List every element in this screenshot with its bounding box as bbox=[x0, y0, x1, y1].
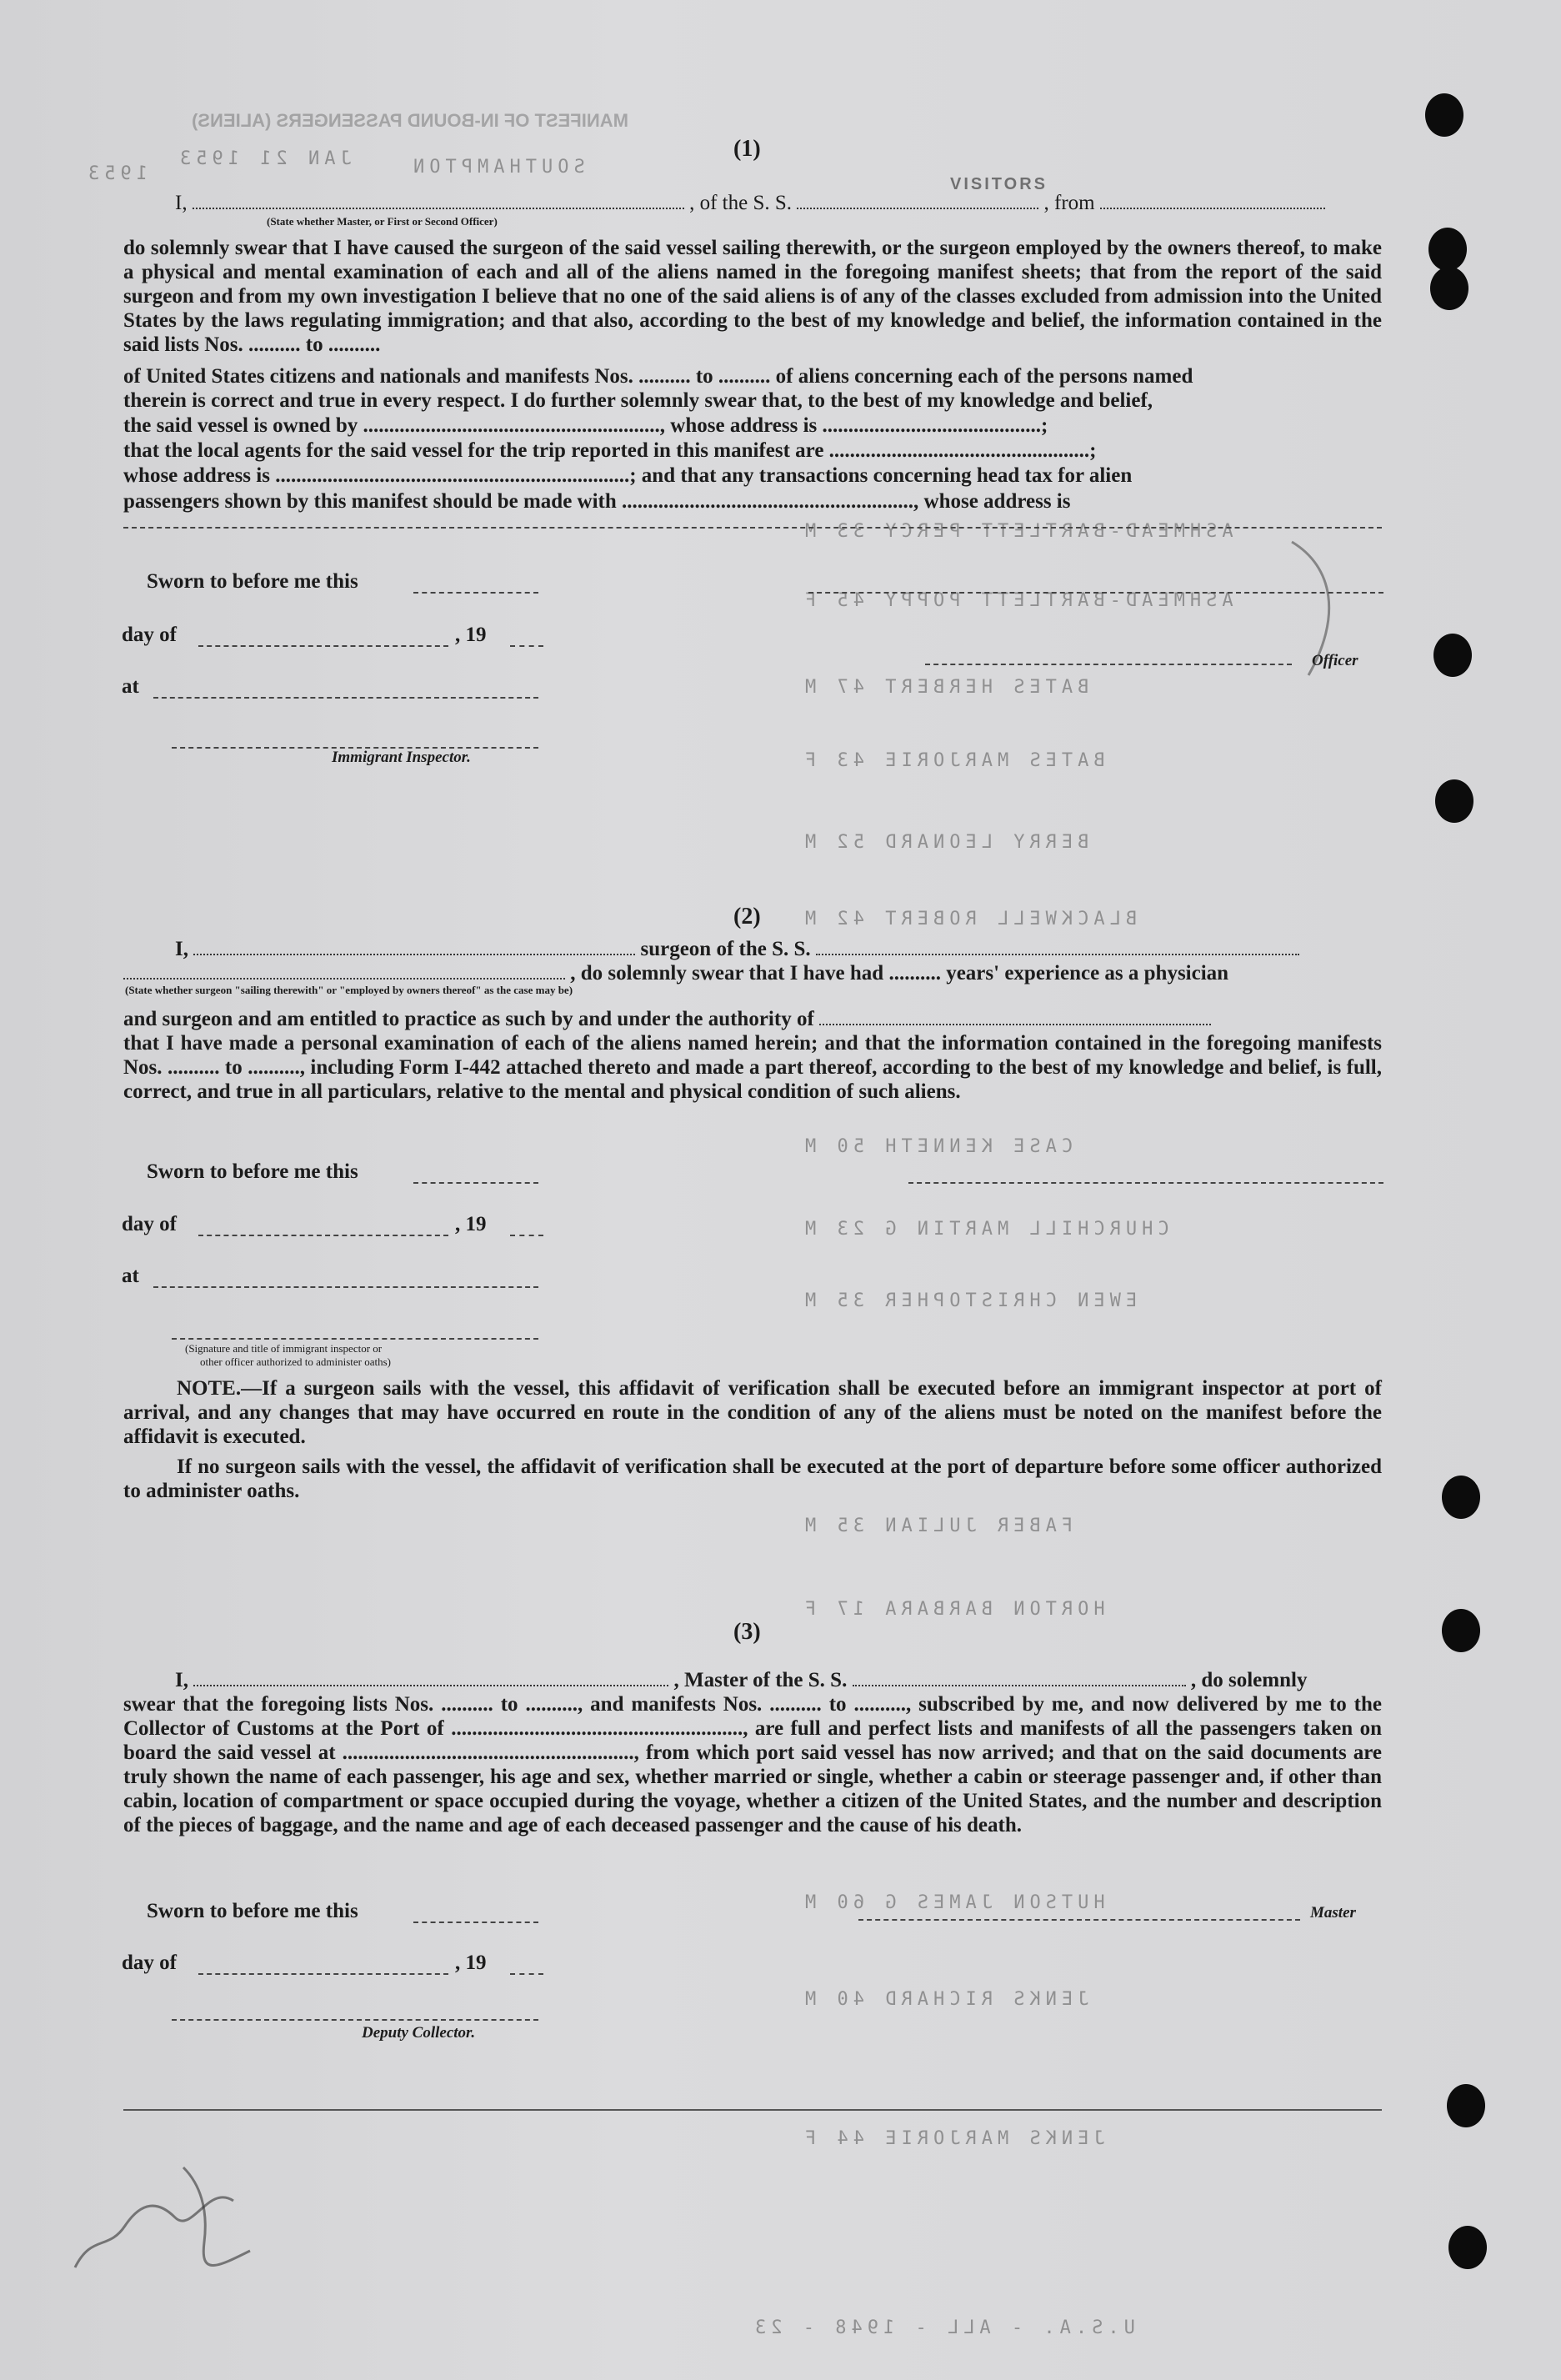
ghost-footer: U.S.A. - ALL - 1948 - 23 bbox=[750, 2317, 1135, 2338]
year-line bbox=[510, 1973, 543, 1975]
text: and surgeon and am entitled to practice as such by and under the authority of bbox=[123, 1008, 814, 1030]
sig-caption-2: other officer authorized to administer oaths) bbox=[200, 1355, 391, 1368]
section-1-passengers-line: passengers shown by this manifest should be made with ........................................................, whose address is bbox=[123, 490, 1071, 513]
handwritten-mark bbox=[58, 2151, 308, 2284]
text: , do solemnly bbox=[1190, 1669, 1308, 1691]
bleed-through-row: BLACKWELL ROBERT 42 M bbox=[800, 909, 1138, 929]
day-label-3: day of bbox=[122, 1952, 177, 1974]
at-label-1: at bbox=[122, 675, 139, 698]
collector-line bbox=[172, 2019, 538, 2021]
ghost-date: JAN 21 1953 bbox=[175, 148, 352, 169]
bleed-through-row: JENKS MARJORIE 44 F bbox=[800, 2128, 1105, 2149]
section-1-line1 bbox=[175, 191, 1325, 216]
note-paragraph bbox=[123, 1376, 1382, 1449]
at-label-2: at bbox=[122, 1265, 139, 1287]
at-line bbox=[153, 697, 538, 699]
inspector-label: Immigrant Inspector. bbox=[332, 749, 471, 766]
surgeon-signature-line bbox=[908, 1182, 1383, 1184]
day-line bbox=[198, 645, 448, 647]
binder-hole bbox=[1425, 93, 1463, 137]
at-line bbox=[153, 1286, 538, 1288]
text: , from bbox=[1043, 192, 1095, 214]
signature-line bbox=[123, 527, 1382, 529]
sworn-label-2: Sworn to before me this bbox=[147, 1160, 358, 1183]
section-3-number: (3) bbox=[733, 1619, 761, 1645]
binder-hole bbox=[1433, 634, 1472, 677]
master-line bbox=[858, 1919, 1300, 1921]
bleed-through-row: BATES HERBERT 47 M bbox=[800, 677, 1089, 698]
sworn-line bbox=[413, 1182, 538, 1184]
binder-hole bbox=[1448, 2226, 1487, 2269]
bleed-through-row: BERRY LEONARD 52 M bbox=[800, 832, 1089, 853]
text: I, bbox=[175, 192, 188, 214]
section-2-caption: (State whether surgeon "sailing therewith" or "employed by owners thereof" as the case may be) bbox=[125, 984, 573, 996]
bleed-through-row: CHURCHILL MARTIN G 23 M bbox=[800, 1219, 1169, 1240]
text: I, bbox=[175, 938, 188, 960]
day-label-2: day of bbox=[122, 1213, 177, 1235]
sworn-label-1: Sworn to before me this bbox=[147, 570, 358, 593]
bleed-through-row: JENKS RICHARD 40 M bbox=[800, 1989, 1089, 2010]
inspector-signature-line bbox=[172, 1338, 538, 1340]
year-label-1: , 19 bbox=[455, 624, 487, 646]
binder-hole bbox=[1447, 2084, 1485, 2127]
section-2-line3 bbox=[123, 1007, 1211, 1032]
bleed-through-row: HORTON BARBARA 17 F bbox=[800, 1599, 1105, 1620]
bleed-through-row: ASHMEAD-BARTLETT PERCY 33 M bbox=[800, 521, 1233, 542]
officer-line bbox=[925, 664, 1292, 665]
section-1-whose-line: whose address is ....................................................................; and that any transactions concerning head tax for alien bbox=[123, 464, 1133, 487]
sworn-label-3: Sworn to before me this bbox=[147, 1900, 358, 1922]
section-3-line1 bbox=[175, 1668, 1307, 1693]
year-label-2: , 19 bbox=[455, 1213, 487, 1235]
text: , do solemnly swear that I have had .......... years' experience as a physician bbox=[570, 962, 1229, 985]
section-1-us-line: of United States citizens and nationals and manifests Nos. .......... to .......... of aliens concerning each of the persons named bbox=[123, 365, 1193, 388]
day-line bbox=[198, 1973, 448, 1975]
ghost-port: SOUTHAMPTON bbox=[408, 157, 585, 178]
section-2-line2 bbox=[123, 961, 1228, 986]
master-label: Master bbox=[1310, 1904, 1356, 1922]
day-line bbox=[198, 1235, 448, 1236]
ghost-year: 1953 bbox=[83, 163, 148, 184]
sworn-line bbox=[413, 592, 538, 594]
bleed-through-row: BATES MARJORIE 43 F bbox=[800, 750, 1105, 771]
officer-label: Officer bbox=[1312, 652, 1358, 669]
binder-hole bbox=[1435, 779, 1473, 823]
text: surgeon of the S. S. bbox=[640, 938, 811, 960]
text: , of the S. S. bbox=[689, 192, 793, 214]
binder-hole bbox=[1428, 228, 1467, 271]
bleed-through-row: FABER JULIAN 35 M bbox=[800, 1516, 1073, 1536]
note-text: —If a surgeon sails with the vessel, this affidavit of verification shall be executed before an immigrant inspector at port of arrival, and any changes that may have occurred en route in the condition of any of the aliens must be noted on the manifest before the affidavit is executed. bbox=[123, 1377, 1382, 1448]
section-3-paragraph: swear that the foregoing lists Nos. .......... to .........., and manifests Nos. .......... to .........., subscribed by me, and now delivered by me to the Collector of Customs at the Port of ........................................................, are full and perfect lists and manifests of all the passengers taken on board the said vessel at ........................................................, from which port said vessel has now arrived; and that on the said documents are truly shown the name of each passenger, his age and sex, whether married or single, whether a cabin or steerage passenger and, if other than cabin, location of compartment or space occupied during the voyage, whether a citizen of the United States, and the number and description of the pieces of baggage, and the name and age of each deceased passenger and the cause of his death. bbox=[123, 1693, 1382, 1836]
section-1-paragraph: do solemnly swear that I have caused the surgeon of the said vessel sailing therewith, or the surgeon employed by the owners thereof, to make a physical and mental examination of each and all of the aliens named in the foregoing manifest sheets; that from the report of the said surgeon and from my own investigation I believe that no one of the said aliens is of any of the classes excluded from admission into the United States by the laws regulating immigration; and that also, according to the best of my knowledge and belief, the information contained in the said lists Nos. .......... to .......... bbox=[123, 237, 1382, 356]
bleed-through-row: HUTSON JAMES G 60 M bbox=[800, 1892, 1105, 1913]
binder-hole bbox=[1442, 1609, 1480, 1652]
section-1-therein-line: therein is correct and true in every respect. I do further solemnly swear that, to the best of my knowledge and belief, bbox=[123, 389, 1153, 412]
ghost-title: MANIFEST OF IN-BOUND PASSENGERS (ALIENS) bbox=[192, 110, 628, 131]
year-line bbox=[510, 645, 543, 647]
note-label: NOTE. bbox=[177, 1377, 242, 1400]
section-1-number: (1) bbox=[733, 136, 761, 162]
ship-name-stamp: VISITORS bbox=[950, 175, 1048, 193]
section-1-owned-line: the said vessel is owned by ........................................................., whose address is ..........................................; bbox=[123, 414, 1048, 437]
day-label-1: day of bbox=[122, 624, 177, 646]
section-2-line1 bbox=[175, 937, 1299, 962]
handwritten-bracket bbox=[1283, 534, 1350, 684]
bleed-through-row: ASHMEAD-BARTLETT POPPY 45 F bbox=[800, 590, 1233, 611]
section-2-paragraph: that I have made a personal examination of each of the aliens named herein; and that the information contained in the foregoing manifests Nos. .......... to .........., including Form I-442 attached thereto and made a part thereof, according to the best of my knowledge and belief, is full, correct, and true in all particulars, relative to the mental and physical condition of such aliens. bbox=[123, 1032, 1382, 1103]
sworn-line bbox=[413, 1922, 538, 1923]
bottom-rule bbox=[123, 2109, 1382, 2111]
binder-hole bbox=[1442, 1476, 1480, 1519]
sig-caption-1: (Signature and title of immigrant inspector or bbox=[185, 1342, 383, 1355]
bleed-through-row: CASE KENNETH 50 M bbox=[800, 1136, 1073, 1157]
year-line bbox=[510, 1235, 543, 1236]
collector-label: Deputy Collector. bbox=[362, 2024, 476, 2042]
binder-hole bbox=[1430, 267, 1468, 310]
note-paragraph-2: If no surgeon sails with the vessel, the affidavit of verification shall be executed at the port of departure before some officer authorized to administer oaths. bbox=[123, 1456, 1382, 1502]
bleed-through-row: EWEN CHRISTOPHER 35 M bbox=[800, 1290, 1138, 1311]
text: I, bbox=[175, 1669, 188, 1691]
section-1-agents-line: that the local agents for the said vessel for the trip reported in this manifest are ..................................................; bbox=[123, 439, 1097, 462]
text: , Master of the S. S. bbox=[673, 1669, 848, 1691]
section-2-number: (2) bbox=[733, 904, 761, 929]
year-label-3: , 19 bbox=[455, 1952, 487, 1974]
section-1-caption: (State whether Master, or First or Second Officer) bbox=[267, 215, 498, 228]
